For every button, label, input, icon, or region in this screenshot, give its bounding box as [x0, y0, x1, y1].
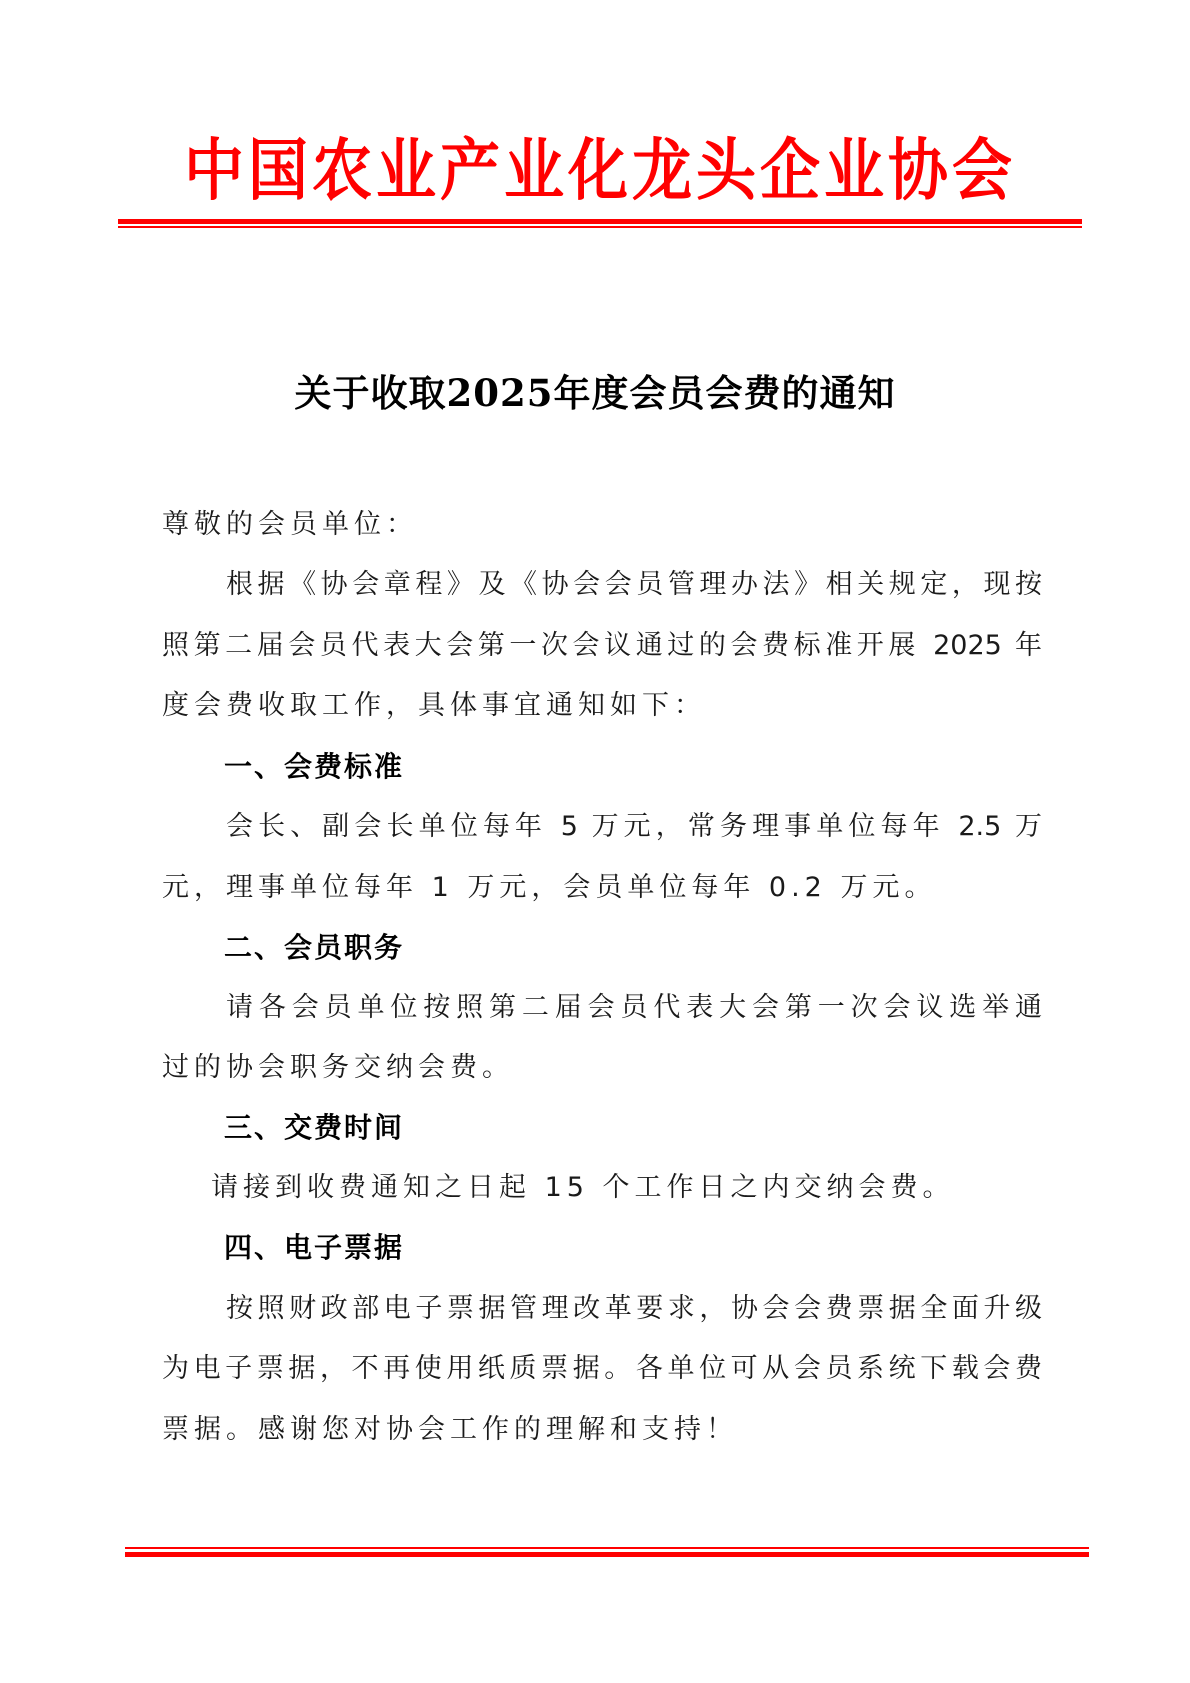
salutation: 尊敬的会员单位： — [162, 509, 418, 540]
section-1-line-2: 元，理事单位每年 1 万元，会员单位每年 0.2 万元。 — [162, 872, 937, 903]
letterhead-rule-thick — [118, 219, 1082, 224]
footer-rule-thick — [125, 1552, 1089, 1557]
section-1-line-1: 会长、副会长单位每年 5 万元，常务理事单位每年 2.5 万 — [226, 811, 1042, 842]
intro-line-2: 照第二届会员代表大会第一次会议通过的会费标准开展 2025 年 — [162, 630, 1042, 661]
section-3-line-1: 请接到收费通知之日起 15 个工作日之内交纳会费。 — [211, 1172, 955, 1203]
intro-line-1: 根据《协会章程》及《协会会员管理办法》相关规定，现按 — [226, 569, 1042, 600]
section-heading-payment-time: 三、交费时间 — [224, 1111, 405, 1144]
section-4-line-2: 为电子票据，不再使用纸质票据。各单位可从会员系统下载会费 — [162, 1353, 1042, 1384]
intro-line-3: 度会费收取工作，具体事宜通知如下： — [162, 690, 706, 721]
footer-rule-thin — [125, 1547, 1089, 1549]
section-4-line-3: 票据。感谢您对协会工作的理解和支持！ — [162, 1414, 738, 1445]
section-4-line-1: 按照财政部电子票据管理改革要求，协会会费票据全面升级 — [226, 1293, 1042, 1324]
letterhead-organization-name: 中国农业产业化龙头企业协会 — [184, 131, 1016, 211]
section-heading-fee-standard: 一、会费标准 — [224, 750, 405, 783]
section-2-line-1: 请各会员单位按照第二届会员代表大会第一次会议选举通 — [226, 992, 1042, 1023]
section-2-line-2: 过的协会职务交纳会费。 — [162, 1052, 514, 1083]
section-heading-member-position: 二、会员职务 — [224, 931, 405, 964]
letterhead-rule-thin — [118, 226, 1082, 228]
document-title: 关于收取2025年度会员会费的通知 — [294, 371, 896, 415]
section-heading-e-receipt: 四、电子票据 — [224, 1231, 405, 1264]
